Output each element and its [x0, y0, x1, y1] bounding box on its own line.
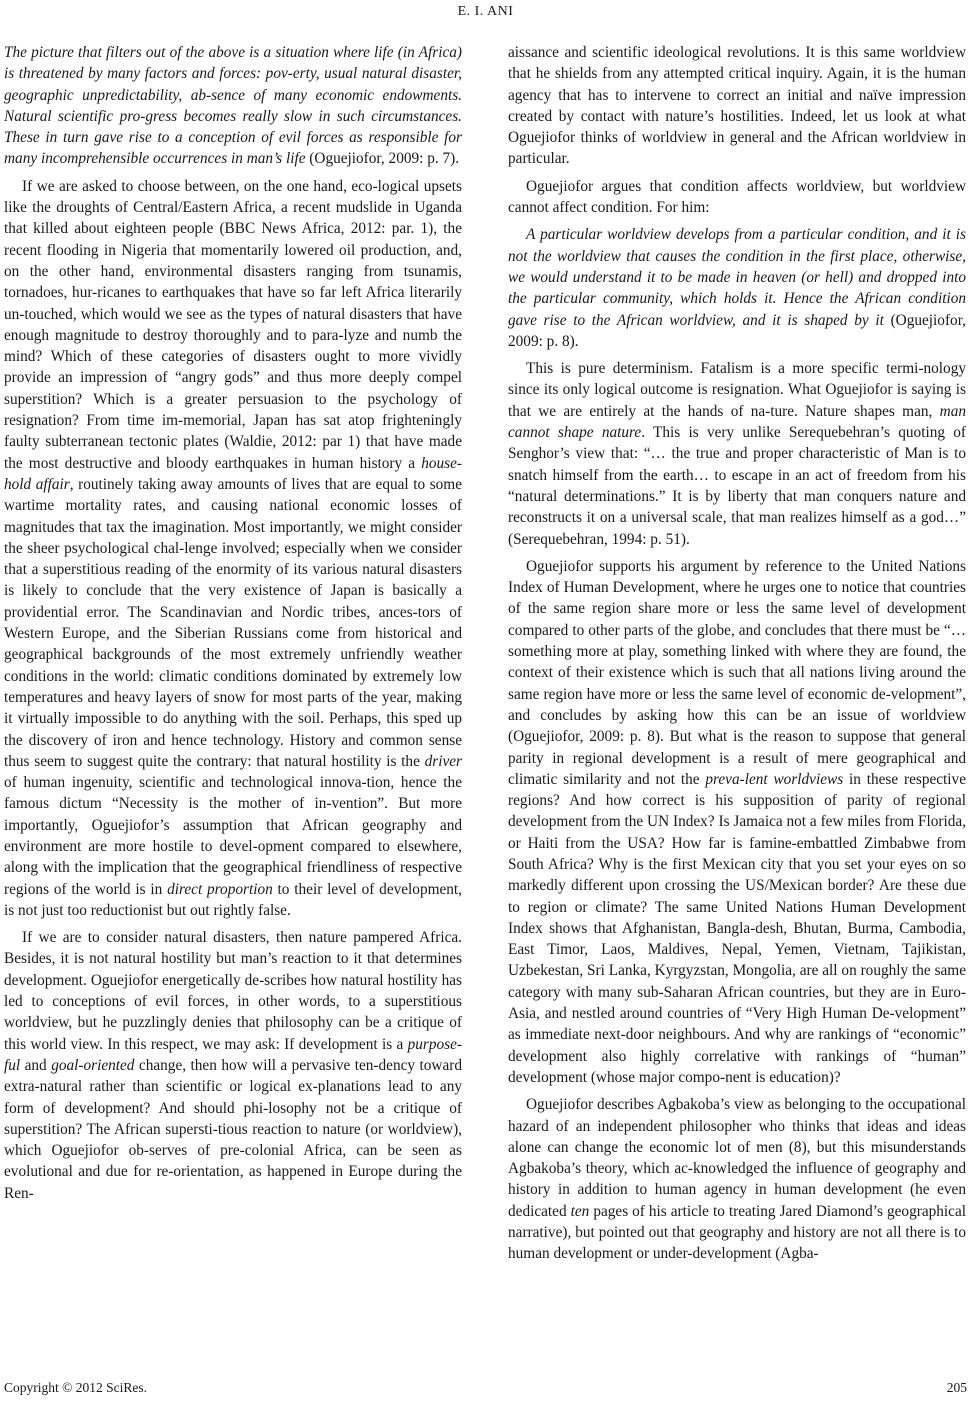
italic-run: A particular worldview develops from a particular condition, and it is not the worldview that causes the condition in the first place, otherwise, we would understand it to be made in heaven (or hell) and dropped into the particular community, which holds it. Hence the African condition gave rise to the African worldview, and it is shaped by it [508, 226, 966, 329]
text-run: and [20, 1056, 52, 1074]
paragraph [508, 556, 966, 1088]
text-run: , routinely taking away amounts of lives that are equal to some wartime mortality rates, and causing national economic losses of magnitudes that tax the imagination. Most importantly, we might consider the sheer psychological chal-lenge involved; especially when we consider that a superstitious reading of the enormity of its various natural disasters is likely to conclude that the very existence of Japan is basically a providential error. The Scandinavian and Nordic tribes, ances-tors of Western Europe, and the Siberian Russians come from historical and geographical backgrounds of the most extremely unfriendly weather conditions in the world: climatic conditions dominated by extremely low temperatures and heavy layers of snow for most parts of the year, making it virtually impossible to do anything with the soil. Perhaps, this sped up the discovery of iron and hence technology. History and common sense thus seem to suggest quite the contrary: that natural hostility is the [4, 475, 462, 770]
text-run: in these respective regions? And how correct is his supposition of parity of regional development from the UN Index? Is Jamaica not a few miles from Florida, or Haiti from the USA? How far is famine-embattled Zimbabwe from South Africa? Why is the first Mexican city that you set your eyes on so markedly different upon crossing the US/Mexican border? Are these due to region or climate? The same United Nations Human Development Index shows that Afghanistan, Bangla-desh, Bhutan, Burma, Cambodia, East Timor, Laos, Maldives, Nepal, Yemen, Vietnam, Tajikistan, Uzbekestan, Sri Lanka, Kyrgyzstan, Mongolia, are all on roughly the same category with many sub-Saharan African countries, but they are in Euro-Asia, and nestled around countries of “Very High Human De-velopment” as immediate next-door neighbours. And why are rankings of “economic” development also highly correlative with rankings of “human” development (whose major compo-nent is education)? [508, 770, 966, 1086]
italic-run: direct proportion [167, 880, 273, 898]
paragraph [508, 358, 966, 550]
italic-run: pov-erty [265, 65, 316, 83]
block-quote [508, 224, 966, 352]
italic-run: preva-lent worldviews [705, 770, 844, 788]
text-run: . This is very unlike Serequebehran’s quoting of Senghor’s view that: “… the true and proper characteristic of Man is to snatch himself from the earth… to escape in an act of freedom from his “natural determinations.” It is by liberty that man conquers nature and reconstructs it on a universal scale, that man realizes himself as a god…” (Serequebehran, 1994: p. 51). [508, 424, 966, 548]
italic-run: The picture that filters out of the above is a situation where life ( [4, 44, 403, 61]
paragraph [4, 42, 462, 170]
text-run: of human ingenuity, scientific and technological innova-tion, hence the famous dictum “Necessity is the mother of in-vention”. But more importantly, Oguejiofor’s assumption that African geography and environment are more hostile to devel-opment compared to elsewhere, along with the implication that the geographical friendliness of respective regions of the world is in [4, 774, 462, 898]
paragraph [508, 42, 966, 170]
paragraph [4, 927, 462, 1204]
text-run: (Oguejiofor, 2009: p. 8). [508, 311, 966, 350]
text-run: to their level of development, is not just too reductionist but out rightly false. [4, 880, 463, 919]
text-run: If we are asked to choose between, on the one hand, eco-logical upsets like the droughts of Central/Eastern Africa, a recent mudslide in Uganda that killed about eighteen people (BBC News Africa, 2012: par. 1), the recent flooding in Nigeria that momentarily lowered oil production, and, on the other hand, environmental disasters ranging from tsunamis, tornadoes, hur-ricanes to earthquakes that have so far left Africa literarily un-touched, which would we see as the types of natural disasters that have enough magnitude to destroy thoroughly and to para-lyze and numb the mind? Which of these categories of disasters ought to more vividly provide an impression of “angry gods” and thus more deeply compel superstition? Which is a greater persuasion to the psychology of resignation? From time im-memorial, Japan has sat atop frighteningly faulty subterranean tectonic plates (Waldie, 2012: par 1) that have made the most destructive and bloody earthquakes in human history a [4, 177, 462, 472]
italic-run: , usual natural disaster, geographic unpredictability, ab-sence of many economic endowments. Natural scientific pro-gress becomes really slow in such circumstances. These in turn gave rise to a conception of evil forces as responsible for many incomprehensible occurrences in man’s life [4, 65, 462, 168]
text-run: This is pure determinism. Fatalism is a more specific termi-nology since its only logical outcome is resignation. What Oguejiofor is saying is that we are entirely at the hands of na-ture. Nature shapes man, [508, 360, 966, 420]
paragraph [4, 176, 462, 921]
page-number: 205 [946, 1380, 967, 1395]
text-run: If we are to consider natural disasters, then nature pampered Africa. Besides, it is not natural hostility but man’s reaction to it that determines development. Oguejiofor energetically de-scribes how natural hostility has led to conceptions of evil forces, in other words, to a superstitious worldview, but he puzzlingly denies that philosophy can be a critique of this world view. In this respect, we may ask: If development is a [4, 929, 462, 1053]
text-run: Oguejiofor describes Agbakoba’s view as belonging to the occupational hazard of an independent philosopher who thinks that ideas and ideas alone can change the economic lot of men (8), but this misunderstands Agbakoba’s theory, which ac-knowledged the influence of geography and history in addition to human agency in human development (he even dedicated [508, 1096, 966, 1220]
paragraph [508, 1094, 966, 1264]
left-column [4, 42, 462, 1210]
italic-run: goal-oriented [51, 1056, 135, 1074]
text-run: Oguejiofor supports his argument by reference to the United Nations Index of Human Development, where he urges one to notice that countries of the same region share more or less the same level of development compared to other parts of the globe, and concludes that there must be “… something more at play, something linked with where they are found, the context of their existence which is such that all nations living around the same region have more or less the same level of economic de-velopment”, and concludes by asking how this can be an issue of worldview (Oguejiofor, 2009: p. 8). But what is the reason to suppose that general parity in regional development is a result of mere geographical and climatic similarity and not the [508, 557, 966, 788]
italic-run: house-hold affair [4, 454, 462, 493]
paragraph [508, 176, 966, 219]
italic-run: ten [570, 1202, 590, 1220]
running-head: E. I. ANI [457, 4, 514, 19]
text-run: (Oguejiofor, 2009: p. 7). [305, 150, 460, 168]
text-run: pages of his article to treating Jared Diamond’s geographical narrative), but pointed out that geography and history are not all there is to human development or under-development (Agba- [508, 1202, 966, 1263]
italic-run: ) is threatened by many factors and forces: [4, 44, 462, 83]
italic-run: man cannot shape nature [508, 402, 966, 442]
text-run: Oguejiofor argues that condition affects worldview, but worldview cannot affect condition. For him: [508, 177, 966, 217]
right-column [508, 42, 966, 1271]
italic-run: in Africa [402, 44, 457, 61]
text-run: aissance and scientific ideological revolutions. It is this same worldview that he shields from any attempted critical inquiry. Again, it is the human agency that has to intervene to correct an initial and naïve impression created by contact with nature’s hostilities. Indeed, let us look at what Oguejiofor thinks of worldview in general and the African worldview in particular. [508, 44, 966, 168]
italic-run: driver [424, 752, 462, 770]
copyright-notice: Copyright © 2012 SciRes. [4, 1380, 148, 1395]
italic-run: purpose-ful [4, 1035, 462, 1074]
text-run: change, then how will a pervasive ten-dency toward extra-natural rather than scientific or logical ex-planations lead to any form of development? And should phi-losophy not be a critique of superstition? The African supersti-tious reaction to nature (or worldview), which Oguejiofor ob-serves of pre-colonial Africa, can be seen as evolutional and due for re-orientation, as happened in Europe during the Ren- [4, 1056, 462, 1202]
